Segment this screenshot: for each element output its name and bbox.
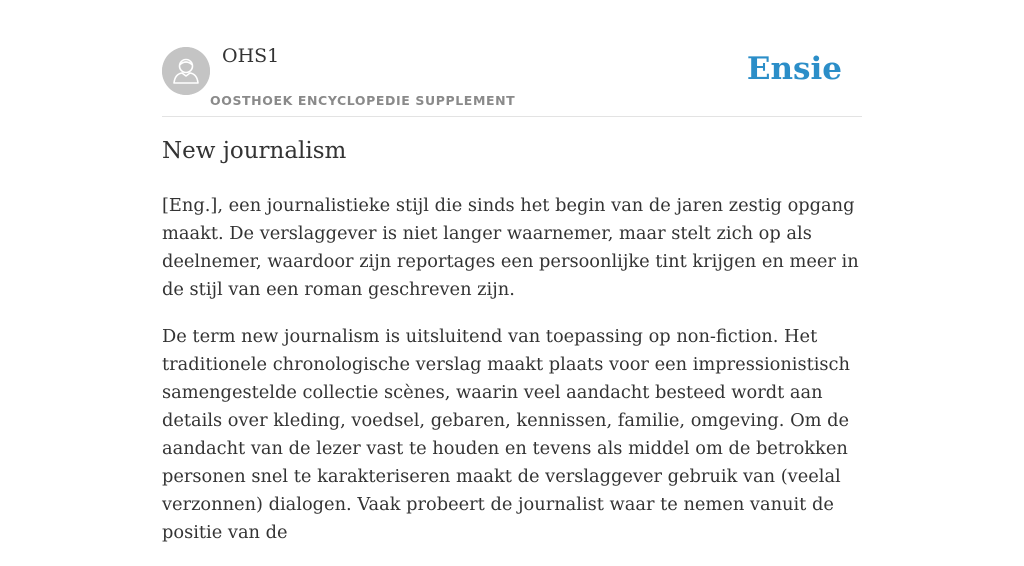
header — [162, 0, 862, 117]
article-body — [162, 192, 864, 566]
article-title: New journalism — [162, 138, 347, 164]
article-paragraph: [Eng.], een journalistieke stijl die sinds het begin van de jaren zestig opgang maakt. De verslaggever is niet langer waarnemer, maar stelt zich op als deelnemer, waardoor zijn reportages een persoonlijke tint krijgen en meer in de stijl van een roman geschreven zijn. — [162, 195, 859, 300]
brand-logo[interactable]: Ensie — [746, 51, 842, 87]
author-name[interactable]: OHS1 — [222, 45, 280, 67]
source-subtitle[interactable]: OOSTHOEK ENCYCLOPEDIE SUPPLEMENT — [210, 93, 516, 108]
article-paragraph: De term new journalism is uitsluitend van toepassing op non-fiction. Het traditionele chronologische verslag maakt plaats voor een impressionistisch samengestelde collectie scènes, waarin veel aandacht besteed wordt aan details over kleding, voedsel, gebaren, kennissen, familie, omgeving. Om de aandacht van de lezer vast te houden en tevens als middel om de betrokken personen snel te karakteriseren maakt de verslaggever gebruik van (veelal verzonnen) dialogen. Vaak probeert de journalist waar te nemen vanuit de positie van de — [162, 326, 850, 543]
user-avatar-icon[interactable] — [162, 47, 210, 95]
